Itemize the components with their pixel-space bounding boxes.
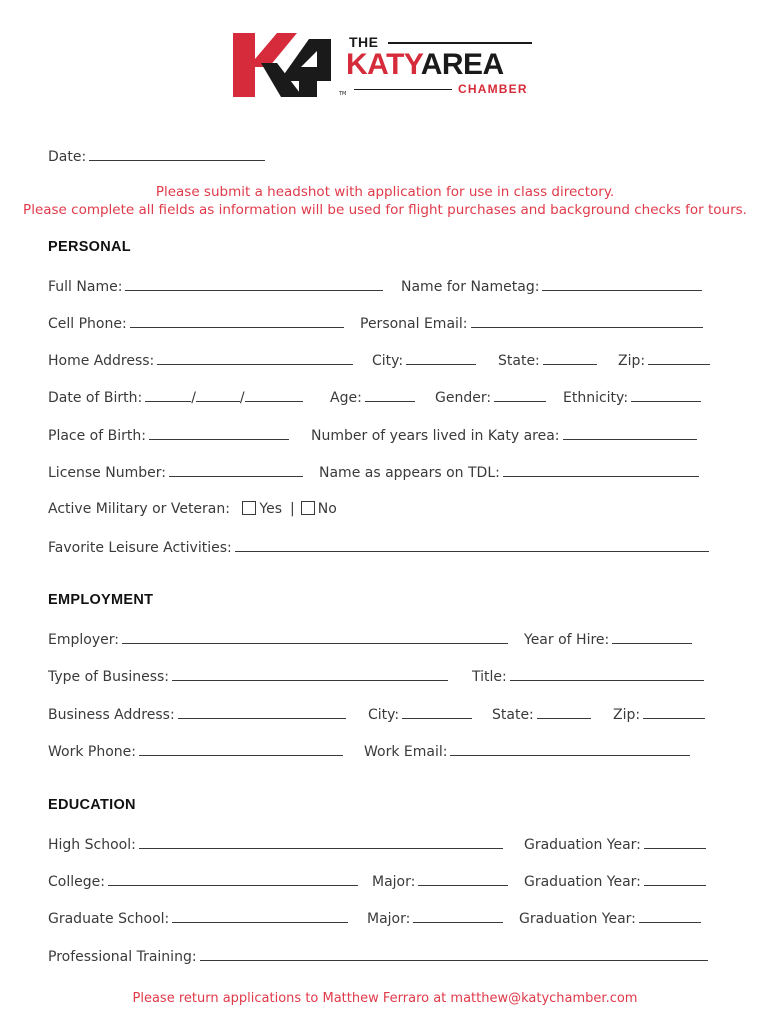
- dob-year-field[interactable]: [245, 388, 303, 402]
- professional-training-row: [48, 947, 708, 966]
- date-label: Date:: [48, 149, 87, 165]
- personal-email-field[interactable]: [471, 314, 703, 328]
- place-of-birth-field[interactable]: [149, 426, 289, 440]
- military-no-label: No: [317, 501, 337, 517]
- professional-training-field[interactable]: [200, 947, 708, 961]
- gender-label: Gender:: [435, 390, 492, 406]
- college-label: College:: [48, 874, 105, 890]
- graduate-major-label: Major:: [367, 911, 411, 927]
- fields-notice: Please complete all fields as information will be used for flight purchases and background checks for tours.: [23, 202, 747, 218]
- license-label: License Number:: [48, 465, 166, 481]
- dob-label: Date of Birth:: [48, 390, 143, 406]
- graduate-grad-field[interactable]: [639, 909, 701, 923]
- college-field[interactable]: [108, 872, 358, 886]
- employer-field[interactable]: [122, 630, 508, 644]
- year-hire-field[interactable]: [612, 630, 692, 644]
- high-school-label: High School:: [48, 837, 136, 853]
- military-divider: |: [290, 501, 295, 517]
- ethnicity-label: Ethnicity:: [563, 390, 629, 406]
- dob-month-field[interactable]: [145, 388, 191, 402]
- business-state-row: [492, 705, 591, 724]
- leisure-row: [48, 538, 709, 557]
- return-instructions: Please return applications to Matthew Ferraro at matthew@katychamber.com: [132, 991, 638, 1006]
- military-label: Active Military or Veteran:: [48, 501, 230, 517]
- high-school-grad-label: Graduation Year:: [524, 837, 641, 853]
- employer-label: Employer:: [48, 632, 119, 648]
- ethnicity-row: [563, 388, 701, 407]
- business-zip-field[interactable]: [643, 705, 705, 719]
- college-row: [48, 872, 358, 891]
- business-city-label: City:: [368, 707, 400, 723]
- nametag-row: [401, 277, 702, 296]
- full-name-label: Full Name:: [48, 279, 123, 295]
- graduate-major-row: [367, 909, 503, 928]
- license-row: [48, 463, 303, 482]
- full-name-row: [48, 277, 383, 296]
- high-school-grad-row: [524, 835, 706, 854]
- dob-slash-1: /: [191, 390, 196, 406]
- years-katy-row: [311, 426, 697, 445]
- graduate-grad-row: [519, 909, 701, 928]
- dob-row: [48, 388, 303, 407]
- date-field[interactable]: [89, 147, 265, 161]
- cell-phone-label: Cell Phone:: [48, 316, 127, 332]
- year-hire-row: [524, 630, 692, 649]
- education-heading: EDUCATION: [48, 797, 136, 813]
- graduate-school-field[interactable]: [172, 909, 348, 923]
- place-of-birth-row: [48, 426, 289, 445]
- graduate-grad-label: Graduation Year:: [519, 911, 636, 927]
- dob-slash-2: /: [239, 390, 245, 406]
- home-city-field[interactable]: [406, 351, 476, 365]
- logo-rule-top: [388, 42, 532, 44]
- business-state-label: State:: [492, 707, 534, 723]
- work-phone-field[interactable]: [139, 742, 343, 756]
- high-school-row: [48, 835, 503, 854]
- years-katy-label: Number of years lived in Katy area:: [311, 428, 560, 444]
- college-grad-row: [524, 872, 706, 891]
- katy-chamber-logo-mark: [233, 33, 333, 97]
- age-row: [330, 388, 415, 407]
- professional-training-label: Professional Training:: [48, 949, 197, 965]
- business-city-row: [368, 705, 472, 724]
- work-email-label: Work Email:: [364, 744, 448, 760]
- home-zip-row: [618, 351, 710, 370]
- cell-phone-field[interactable]: [130, 314, 344, 328]
- logo-wordmark: [346, 48, 504, 82]
- college-grad-label: Graduation Year:: [524, 874, 641, 890]
- graduate-school-label: Graduate School:: [48, 911, 170, 927]
- home-address-label: Home Address:: [48, 353, 155, 369]
- college-grad-field[interactable]: [644, 872, 706, 886]
- home-zip-field[interactable]: [648, 351, 710, 365]
- high-school-grad-field[interactable]: [644, 835, 706, 849]
- personal-email-row: [360, 314, 703, 333]
- ethnicity-field[interactable]: [631, 388, 701, 402]
- age-label: Age:: [330, 390, 362, 406]
- type-business-label: Type of Business:: [48, 669, 170, 685]
- business-address-row: [48, 705, 346, 724]
- gender-row: [435, 388, 546, 407]
- business-zip-label: Zip:: [613, 707, 641, 723]
- college-major-field[interactable]: [418, 872, 508, 886]
- dob-day-field[interactable]: [196, 388, 240, 402]
- employment-heading: EMPLOYMENT: [48, 592, 154, 608]
- personal-email-label: Personal Email:: [360, 316, 468, 332]
- high-school-field[interactable]: [139, 835, 503, 849]
- title-label: Title:: [472, 669, 507, 685]
- college-major-row: [372, 872, 508, 891]
- headshot-notice: Please submit a headshot with application for use in class directory.: [155, 184, 615, 200]
- business-address-field[interactable]: [178, 705, 346, 719]
- tdl-name-row: [319, 463, 699, 482]
- logo-rule-bottom: [354, 89, 452, 90]
- military-yes-checkbox[interactable]: [242, 501, 256, 515]
- logo-area-text: AREA: [420, 48, 504, 81]
- place-of-birth-label: Place of Birth:: [48, 428, 146, 444]
- tdl-name-field[interactable]: [503, 463, 699, 477]
- leisure-label: Favorite Leisure Activities:: [48, 540, 232, 556]
- nametag-label: Name for Nametag:: [401, 279, 540, 295]
- military-yes-label: Yes: [259, 501, 283, 517]
- personal-heading: PERSONAL: [48, 239, 131, 255]
- title-row: [472, 667, 704, 686]
- college-major-label: Major:: [372, 874, 416, 890]
- logo-the-text: THE: [349, 34, 379, 50]
- type-business-field[interactable]: [172, 667, 448, 681]
- graduate-school-row: [48, 909, 348, 928]
- year-hire-label: Year of Hire:: [524, 632, 610, 648]
- leisure-field[interactable]: [235, 538, 709, 552]
- business-state-field[interactable]: [537, 705, 591, 719]
- logo-katy-text: KATY: [346, 48, 421, 81]
- military-row: [48, 500, 337, 518]
- cell-phone-row: [48, 314, 344, 333]
- home-state-label: State:: [498, 353, 540, 369]
- nametag-field[interactable]: [542, 277, 702, 291]
- type-business-row: [48, 667, 448, 686]
- military-no-checkbox[interactable]: [301, 501, 315, 515]
- license-field[interactable]: [169, 463, 303, 477]
- age-field[interactable]: [365, 388, 415, 402]
- work-email-field[interactable]: [450, 742, 690, 756]
- years-katy-field[interactable]: [563, 426, 697, 440]
- title-field[interactable]: [510, 667, 704, 681]
- work-email-row: [364, 742, 690, 761]
- home-address-field[interactable]: [157, 351, 353, 365]
- gender-field[interactable]: [494, 388, 546, 402]
- work-phone-label: Work Phone:: [48, 744, 136, 760]
- logo-chamber-text: CHAMBER: [458, 82, 528, 96]
- home-city-label: City:: [372, 353, 404, 369]
- business-zip-row: [613, 705, 705, 724]
- work-phone-row: [48, 742, 343, 761]
- date-row: [48, 147, 265, 166]
- home-state-field[interactable]: [543, 351, 597, 365]
- logo-trademark: TM: [339, 91, 347, 97]
- home-zip-label: Zip:: [618, 353, 646, 369]
- home-city-row: [372, 351, 476, 370]
- business-city-field[interactable]: [402, 705, 472, 719]
- graduate-major-field[interactable]: [413, 909, 503, 923]
- home-address-row: [48, 351, 353, 370]
- home-state-row: [498, 351, 597, 370]
- business-address-label: Business Address:: [48, 707, 175, 723]
- tdl-name-label: Name as appears on TDL:: [319, 465, 500, 481]
- full-name-field[interactable]: [125, 277, 383, 291]
- employer-row: [48, 630, 508, 649]
